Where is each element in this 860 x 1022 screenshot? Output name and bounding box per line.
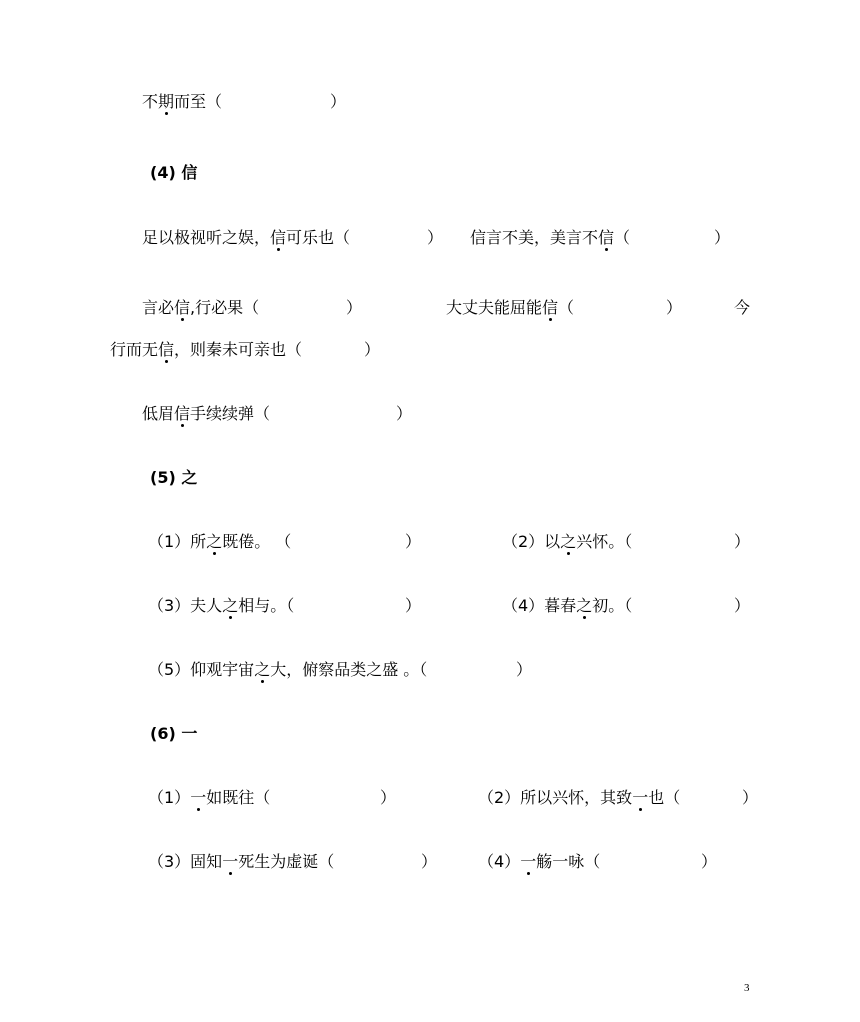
item-4b-close: ） — [714, 228, 731, 247]
item-6-4-close: ） — [701, 852, 718, 871]
item-5-4-close: ） — [734, 596, 751, 615]
section-heading-5: (5) 之 — [150, 468, 198, 487]
item-4c: 言必信,行必果（ — [142, 298, 260, 317]
item-5-1: （1）所之既倦。 （ — [148, 532, 292, 551]
item-4c-close: ） — [346, 298, 363, 317]
item-4b: 信言不美，美言不信（ — [470, 228, 631, 247]
item-6-3: （3）固知一死生为虚诞（ — [148, 852, 335, 871]
item-5-5-close: ） — [516, 660, 533, 679]
item-5-4: （4）暮春之初。（ — [502, 596, 633, 615]
item-5-3: （3）夫人之相与。（ — [148, 596, 295, 615]
item-4a-close: ） — [427, 228, 444, 247]
item-4d: 大丈夫能屈能信（ — [446, 298, 575, 317]
item-6-1: （1）一如既往（ — [148, 788, 271, 807]
item-5-2-close: ） — [734, 532, 751, 551]
item-5-2: （2）以之兴怀。（ — [502, 532, 633, 551]
item-6-2: （2）所以兴怀，其致一也（ — [478, 788, 681, 807]
item-4e: 行而无信，则秦未可亲也（ — [110, 340, 303, 359]
item-4a: 足以极视听之娱，信可乐也（ — [142, 228, 351, 247]
item-6-3-close: ） — [421, 852, 438, 871]
item-4d-close: ） — [666, 298, 683, 317]
item-4f-close: ） — [396, 404, 413, 423]
item-4e-start: 今 — [734, 298, 751, 317]
item-5-3-close: ） — [405, 596, 422, 615]
line-buqi: 不期而至（ — [142, 92, 223, 111]
item-4e-close: ） — [364, 340, 381, 359]
page-number: 3 — [744, 982, 750, 994]
item-5-1-close: ） — [405, 532, 422, 551]
item-6-1-close: ） — [380, 788, 397, 807]
item-6-4: （4）一觞一咏（ — [478, 852, 601, 871]
line-buqi-close: ） — [330, 92, 347, 111]
section-heading-6: (6) 一 — [150, 724, 198, 743]
item-5-5: （5）仰观宇宙之大，俯察品类之盛 。（ — [148, 660, 428, 679]
item-6-2-close: ） — [742, 788, 759, 807]
section-heading-4: (4) 信 — [150, 163, 198, 182]
item-4f: 低眉信手续续弹（ — [142, 404, 271, 423]
